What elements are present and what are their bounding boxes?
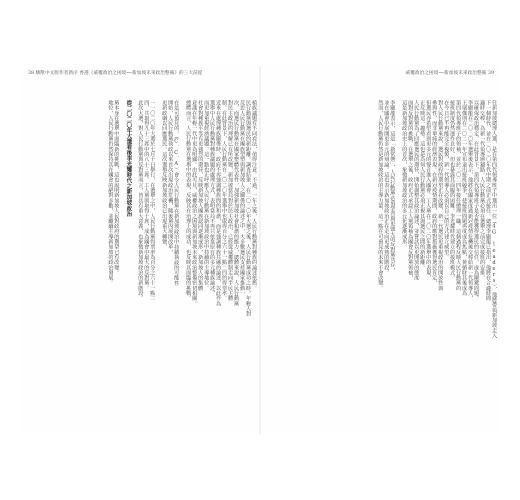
text-column: 但選民亦希望看到更多元的聲音進入國會。工人黨在二〇二〇年選舉中的表現， — [425, 100, 432, 281]
text-column: 四，共取得九十三席中的八十三席。工人黨則取得十席，成為國會中最大的反對黨。 — [143, 100, 150, 291]
text-column: 制。在此背景下，人民行動黨在二〇二〇年選舉中也取得百分之六十一點二四的得票率。 — [221, 100, 228, 301]
text-column: 李顯龍在二〇二〇年選舉後表示，他將在國家度過新冠疫情危機後交棒給新一代領導人， — [467, 100, 474, 301]
text-column: 面對反對黨的挑戰。在選舉之後，政府正式承認工人黨領袖為國會反對黨領袖， — [407, 100, 414, 281]
text-column: 一一〇二〇年大選於七月十日舉行，在選舉之中，人民行動黨得票率為百分之六十一點二 — [149, 100, 156, 301]
text-column: 選舉中人民行動黨對種族議題的處理方式，表明當局不再只依靠原有的多元種族論述， — [209, 100, 216, 296]
left-running-head: 38 馴獸中文版作者新序 香港《威權政治之困境──新加坡未來政治整備》的三大前提 — [28, 71, 203, 76]
right-running-head: 威權政治之困境──新加坡未來政治整備 39 — [405, 71, 494, 76]
text-column: 正反映這一趨勢。這也是為何人民行動黨必須正視其與選民之間的新距離。 — [419, 100, 426, 270]
text-column: 總體而言，人民行動黨在選舉中的表現，反映其在治理上的成功，也反映其面臨的挑戰。 — [185, 100, 192, 301]
text-column: 對人民行動黨來說，選民對政府的期望正在改變，新一代選民更重視政治的開放性與 — [437, 100, 444, 291]
text-column: 在今日已不再能完全複製，新一代領導人必須以自己的方式建立威望。 — [443, 100, 450, 260]
text-column: 在是可預見的。（C．C．A）會令人民行動黨在新加坡政治中持續執政的可能性 — [173, 100, 180, 286]
text-column: 然而，人民行動黨仍然是新加坡政治的主導力量，這一點在可預見的未來不會改變。 — [377, 100, 384, 291]
text-column: 意識在年輕一代中更為明顯。由此可見，威權政治之困境與新加坡未來政治整備密切相關。 — [191, 100, 198, 306]
text-column: 次，而選民行動黨在國家整體代表性，加強新加坡社會和諧的能力，總體來說，人民行動黨 — [233, 100, 240, 306]
text-column: 這是新加坡政治史上的首次，象徵新加坡政治的多元化逐漸成形。 — [401, 100, 408, 250]
text-column: 以確保政治穩定。在此背景下，第四代領導班子是否能獲得選民的信任，成為關鍵問題。 — [473, 100, 480, 301]
text-column — [395, 100, 401, 420]
text-column: 而更加重視經濟議題。這一點也正呼應人民行動黨在新加坡政治中持續的主導地位。 — [203, 100, 210, 291]
text-column: 地位，人民行動黨仍然保持其在國會的絕對多數，並繼續主導新加坡的政治發展。 — [107, 100, 114, 286]
text-column: 此次大選，對人民行動黨與反對黨而言，皆具有重大意義，也象徵新加坡政治的新階段。 — [137, 100, 144, 301]
left-page — [22, 66, 260, 434]
text-column: 並在國會中展開更多元的辯論。這也表示新加坡政治正在走向更成熟的階段。 — [383, 100, 390, 276]
right-text-columns — [266, 100, 496, 420]
text-column — [119, 100, 125, 420]
text-column: 李顯龍表示，這是「新常態」，人民行動黨必須學習與更強大的反對黨共存， — [389, 100, 396, 273]
text-column: 社會對種族平等有更強烈的期待，反映新加坡人國族認同逐漸成形，新加坡人的集體 — [197, 100, 204, 291]
right-page — [262, 66, 500, 434]
text-column — [155, 100, 161, 420]
text-column: 適時交棒，為新一代領導層鋪路。人民行動黨必須在選舉之前完成接班的安排， — [479, 100, 486, 281]
text-column: 近來在處理種族關係時，政府不再強調種族間的和諧，而是強調種族共融的論述，以此作為 — [215, 100, 222, 306]
text-column: 從二〇二〇年大選看後李光耀時代之新加坡政治 — [125, 100, 132, 217]
book-gutter — [259, 66, 261, 434]
text-column — [131, 100, 137, 420]
text-column: 植族議題有不同看法，值得注意。不過，一年之後，人民行動黨對種族的論述依舊。 — [251, 100, 257, 291]
text-column: 參與性，而非單純的經濟表現。在新冠疫情期間，政府的應對措施獲得選民肯定， — [431, 100, 438, 286]
text-column: 第四代領導班子的領袖，並於二〇二四年接任總理一職。這個過程反映人民行動黨的 — [455, 100, 462, 291]
text-column: 接班制度仍然運作良好，但也暴露其面臨的困難。李光耀時代建立的接班模式， — [449, 100, 456, 281]
text-column: 下一個時代，並在二〇二〇年代中期之前正式接任。總理李顯龍已指出，他將在合適時間 — [485, 100, 492, 301]
text-column: 黨本身在選舉中面臨新的挑戰，這也說明新加坡人民對政府的期望已有改變。 — [113, 100, 120, 276]
text-column: 王瑞傑則在二〇二一年宣布退出接班競爭，使接班問題再度成為焦點，黃循財其後成為 — [461, 100, 468, 296]
text-column: 對民主政治的理解已有所改變，新加坡當局對於民主政治，已經從威權體制走向半民主體 — [227, 100, 234, 301]
text-column: 民行動黨與選民的新距離。調查結果，在二〇二〇年大選之後，人民行動黨成功之時，年輕人對 — [245, 100, 252, 317]
text-column: 反思人民行動黨在國族型塑與新加坡人之關係的論述之中，大多數選民支持國家推動一 — [239, 100, 246, 296]
text-column: 更新政綱以回應選民。這次選舉反映新加坡政治已出現重大轉變， — [161, 100, 168, 250]
left-text-columns — [26, 100, 256, 420]
text-column: 任新加坡總理人選，是在第四代領導班子中選出一位（4G leaders），他將帶領新加坡走入 — [491, 100, 497, 339]
text-column — [179, 100, 185, 420]
text-column: 開始，人民行動黨執政以來首次出現政治危機，隨後黨內展開改革， — [167, 100, 174, 255]
text-column: 人民行動黨為了回應選民的期待，開始調整其政治論述，並嘗試以更開放的態度 — [413, 100, 420, 281]
